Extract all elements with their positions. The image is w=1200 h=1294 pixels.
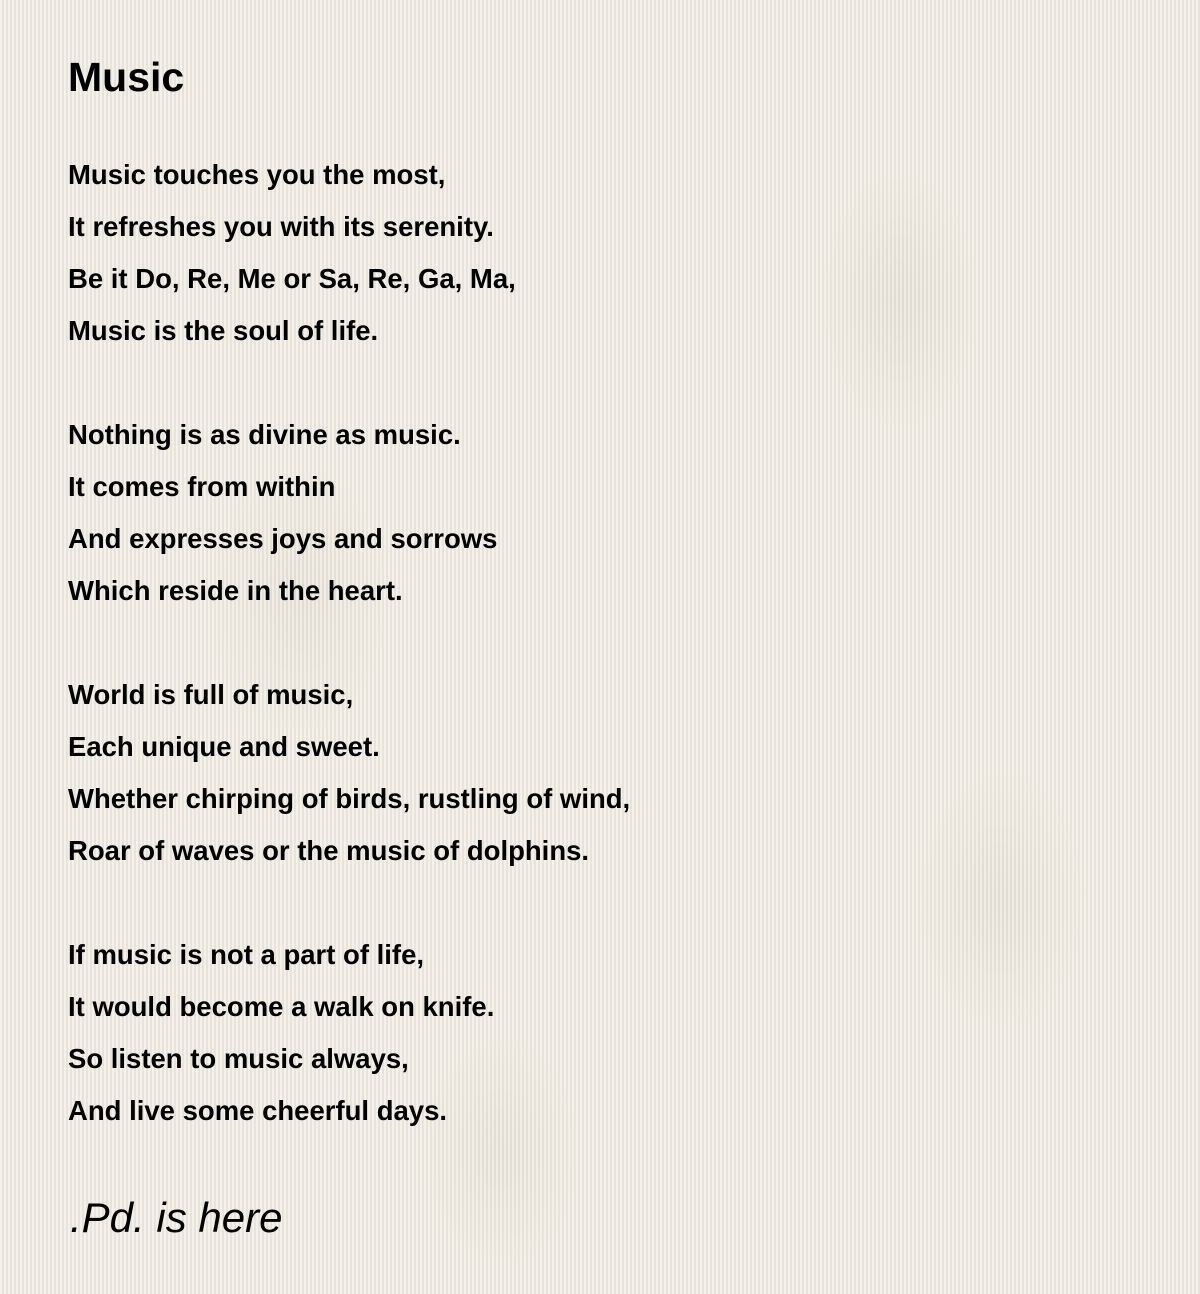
poem-line: Be it Do, Re, Me or Sa, Re, Ga, Ma,	[68, 263, 516, 294]
poem-line: Each unique and sweet.	[68, 731, 380, 762]
stanza	[68, 929, 630, 1137]
stanza	[68, 149, 630, 357]
poem-line: So listen to music always,	[68, 1043, 409, 1074]
poem-line: Nothing is as divine as music.	[68, 419, 461, 450]
poem-line: Whether chirping of birds, rustling of wind,	[68, 783, 631, 814]
poem-line: World is full of music,	[68, 679, 354, 710]
stanza	[68, 409, 630, 617]
poem-line: It would become a walk on knife.	[68, 991, 495, 1022]
poem-title: Music	[68, 54, 185, 100]
poem-line: Music touches you the most,	[68, 159, 446, 190]
poem-author: .Pd. is here	[70, 1194, 283, 1241]
stanza	[68, 669, 630, 877]
poem-line: If music is not a part of life,	[68, 939, 425, 970]
poem-line: Music is the soul of life.	[68, 315, 379, 346]
poem-body	[68, 149, 630, 1189]
poem-line: It comes from within	[68, 471, 336, 502]
poem-line: And live some cheerful days.	[68, 1095, 448, 1126]
poem-line: It refreshes you with its serenity.	[68, 211, 494, 242]
poem-line: Which reside in the heart.	[68, 575, 403, 606]
poem-line: And expresses joys and sorrows	[68, 523, 498, 554]
poem-line: Roar of waves or the music of dolphins.	[68, 835, 590, 866]
